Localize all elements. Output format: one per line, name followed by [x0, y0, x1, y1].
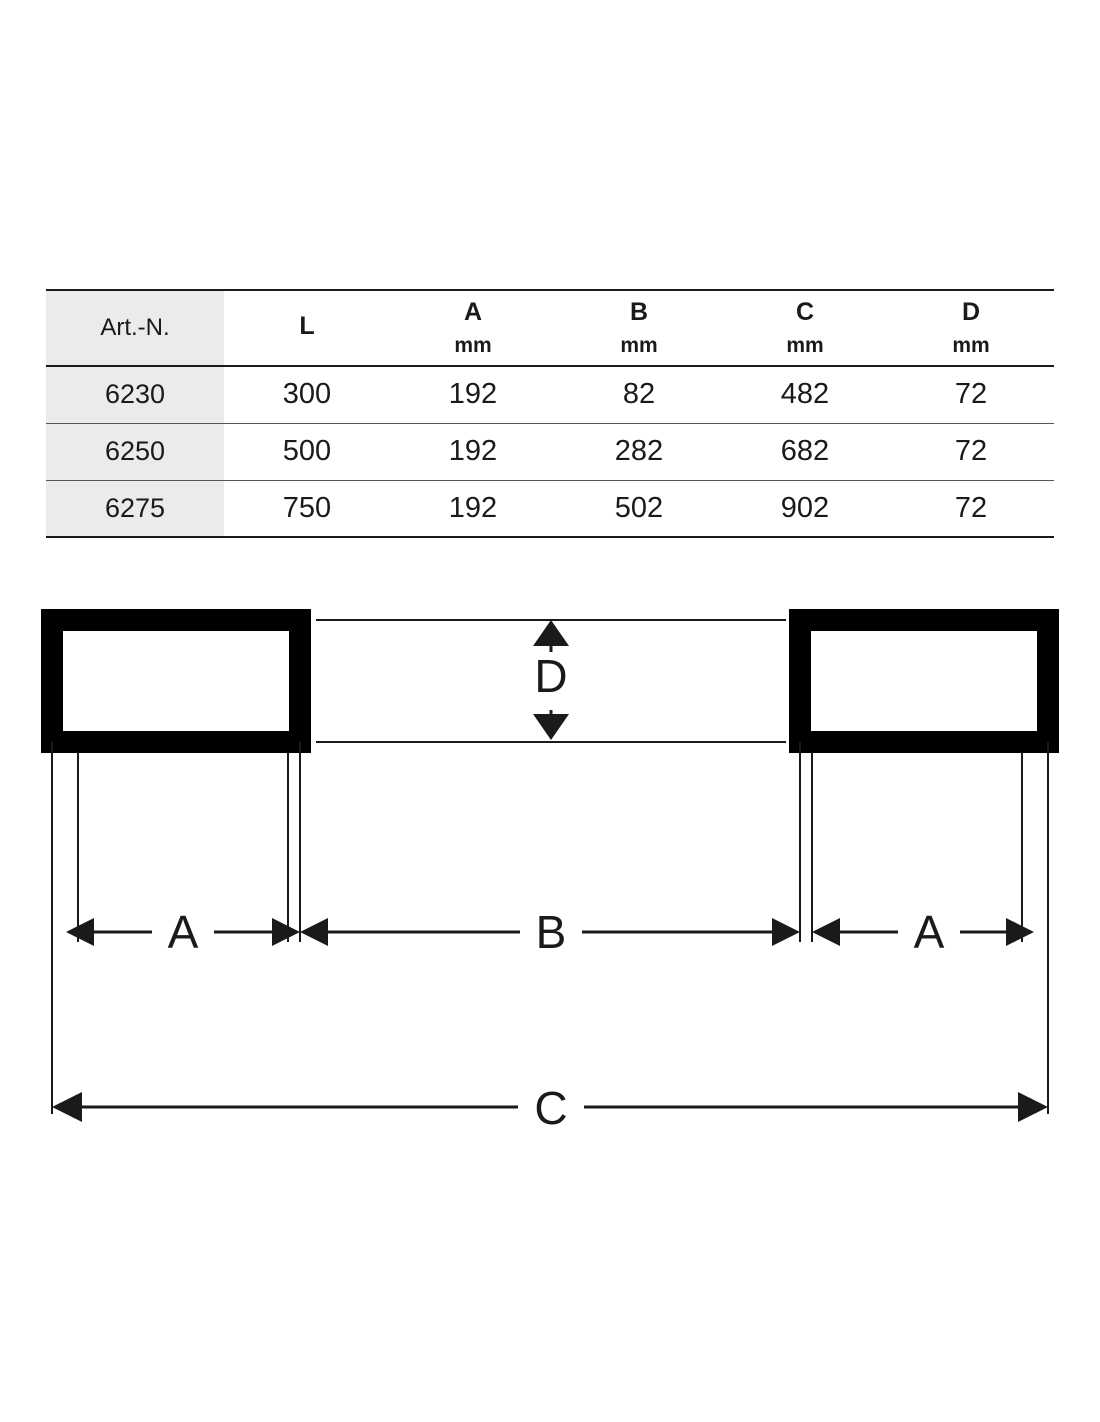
cell-art-nr: 6250	[46, 423, 224, 480]
column-header-a-unit: mm	[454, 333, 492, 357]
dimension-label-c: C	[534, 1082, 568, 1134]
cell-a: 192	[448, 491, 498, 524]
column-header-b	[556, 290, 722, 366]
column-header-art-nr-label: Art.-N.	[100, 314, 170, 341]
cell-d: 72	[954, 491, 988, 524]
column-header-c-label: C	[795, 297, 815, 326]
cell-b: 502	[614, 491, 664, 524]
spec-table-container	[46, 289, 1054, 538]
dimension-label-a-left: A	[167, 906, 199, 958]
cell-d: 72	[954, 435, 988, 467]
dimension-c	[52, 1076, 1048, 1136]
table-body	[46, 366, 1054, 537]
column-header-d	[888, 290, 1054, 366]
cell-b: 282	[614, 435, 664, 467]
dimension-a-left	[66, 902, 300, 960]
dimension-b	[300, 902, 800, 960]
cell-l: 750	[282, 491, 332, 524]
column-header-a	[390, 290, 556, 366]
left-bracket-shape	[52, 620, 300, 742]
column-header-b-label: B	[629, 297, 649, 326]
cell-c: 902	[780, 491, 830, 524]
right-bracket-shape	[800, 620, 1048, 742]
cell-c: 482	[780, 378, 830, 411]
column-header-b-unit: mm	[620, 333, 658, 357]
dimension-label-a-right: A	[913, 906, 945, 958]
column-header-d-unit: mm	[952, 333, 990, 357]
column-header-d-label: D	[961, 297, 981, 326]
column-header-c-unit: mm	[786, 333, 824, 357]
table-row	[46, 480, 1054, 537]
dimension-label-b: B	[535, 906, 567, 958]
dimension-label-d: D	[534, 650, 568, 702]
cell-a: 192	[448, 378, 498, 411]
cell-l: 300	[282, 378, 332, 411]
dimension-d	[522, 620, 580, 740]
table-header	[46, 290, 1054, 366]
table-header-row	[46, 290, 1054, 366]
cell-art-nr: 6275	[46, 480, 224, 537]
cell-art-nr: 6230	[46, 366, 224, 423]
cell-c: 682	[780, 435, 830, 467]
cell-d: 72	[954, 378, 988, 411]
table-row	[46, 423, 1054, 480]
cell-b: 82	[622, 378, 656, 411]
dimension-a-right	[812, 902, 1034, 960]
technical-drawing	[0, 580, 1100, 1180]
column-header-l-label: L	[299, 312, 315, 341]
table-row	[46, 366, 1054, 423]
column-header-art-nr	[46, 290, 224, 366]
cell-a: 192	[448, 435, 498, 467]
spec-table	[46, 289, 1054, 538]
column-header-c	[722, 290, 888, 366]
cell-l: 500	[282, 435, 332, 467]
column-header-l	[224, 290, 390, 366]
column-header-a-label: A	[463, 297, 483, 326]
